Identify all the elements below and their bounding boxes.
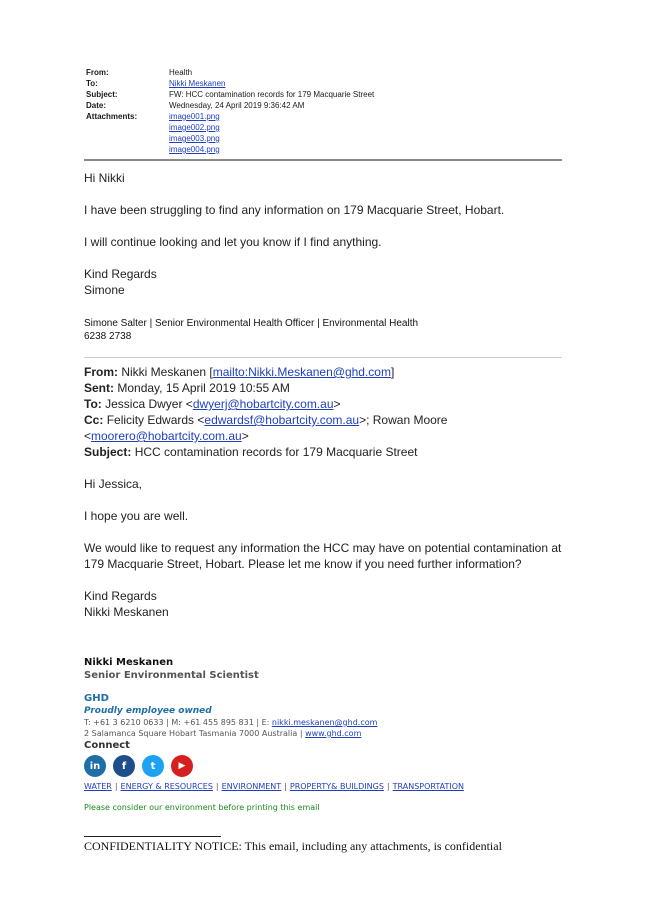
fwd-to-row	[84, 396, 564, 412]
fwd-cc-label: Cc:	[84, 413, 104, 427]
company-name: GHD	[84, 693, 109, 704]
date-value: Wednesday, 24 April 2019 9:36:42 AM	[169, 101, 305, 110]
sig-name: Nikki Meskanen	[84, 657, 174, 668]
to-value-link[interactable]: Nikki Meskanen	[169, 79, 226, 88]
reply-closing: Kind Regards	[84, 267, 157, 281]
fwd-to-end: >	[333, 397, 341, 411]
fwd-cc-mid: >; Rowan Moore	[359, 413, 448, 427]
linkedin-icon[interactable]: in	[84, 755, 106, 777]
address-prefix: 2 Salamanca Square Hobart Tasmania 7000 Australia |	[84, 729, 306, 738]
reply-paragraph: I will continue looking and let you know if I find anything.	[84, 235, 382, 249]
address-line	[84, 728, 464, 739]
facebook-icon[interactable]: f	[113, 755, 135, 777]
ghd-signature	[84, 656, 464, 812]
fwd-cc-row	[84, 412, 564, 444]
fwd-sender: Nikki Meskanen	[84, 605, 169, 619]
fwd-to-label: To:	[84, 397, 102, 411]
confidentiality-notice: CONFIDENTIALITY NOTICE: This email, including any attachments, is confidential	[84, 839, 502, 853]
youtube-icon[interactable]: ▶	[171, 755, 193, 777]
forward-divider	[84, 357, 562, 358]
fwd-paragraph: We would like to request any information the HCC may have on potential contamination at 179 Macquarie Street, Hobart. Please let me know if you need further information?	[84, 541, 562, 571]
fwd-subject-value: HCC contamination records for 179 Macquarie Street	[134, 445, 418, 459]
contact-prefix: T: +61 3 6210 0633 | M: +61 455 895 831 | E:	[84, 718, 272, 727]
fwd-sent-label: Sent:	[84, 381, 114, 395]
header-divider	[84, 159, 562, 161]
sig-phone: 6238 2738	[84, 331, 132, 342]
fwd-from-end: ]	[390, 365, 395, 379]
email-link[interactable]: nikki.meskanen@ghd.com	[271, 718, 378, 727]
sector-links: WATER | ENERGY & RESOURCES | ENVIRONMENT | PROPERTY& BUILDINGS | TRANSPORTATION	[84, 782, 465, 791]
fwd-cc-end: >	[241, 429, 249, 443]
fwd-to-name: Jessica Dwyer <	[105, 397, 193, 411]
forwarded-message	[84, 364, 564, 620]
fwd-from-name: Nikki Meskanen [	[121, 365, 213, 379]
connect-heading: Connect	[84, 740, 130, 751]
fwd-closing: Kind Regards	[84, 589, 157, 603]
fwd-cc-link[interactable]: moorero@hobartcity.com.au	[91, 429, 242, 443]
fwd-cc-name: Felicity Edwards <	[106, 413, 205, 427]
fwd-sent-row	[84, 380, 564, 396]
attachment-link[interactable]: image003.png	[169, 134, 220, 143]
fwd-paragraph: I hope you are well.	[84, 509, 189, 523]
sig-title: Senior Environmental Scientist	[84, 670, 259, 681]
attachments-list	[169, 111, 220, 155]
sector-link-property[interactable]: PROPERTY& BUILDINGS	[289, 782, 384, 791]
reply-signature	[84, 317, 418, 343]
attachments-label: Attachments:	[86, 112, 138, 121]
date-label: Date:	[86, 101, 107, 110]
to-label: To:	[86, 79, 98, 88]
reply-sender: Simone	[84, 283, 125, 297]
twitter-icon[interactable]: t	[142, 755, 164, 777]
attachment-link[interactable]: image004.png	[169, 145, 220, 154]
fwd-subject-row	[84, 444, 564, 460]
environment-note: Please consider our environment before printing this email	[84, 803, 320, 812]
sector-link-environment[interactable]: ENVIRONMENT	[221, 782, 282, 791]
reply-paragraph: I have been struggling to find any information on 179 Macquarie Street, Hobart.	[84, 203, 505, 217]
fwd-to-link[interactable]: dwyerj@hobartcity.com.au	[192, 397, 334, 411]
sector-link-transportation[interactable]: TRANSPORTATION	[392, 782, 465, 791]
reply-body	[84, 170, 504, 298]
notice-divider	[84, 836, 221, 837]
subject-value: FW: HCC contamination records for 179 Macquarie Street	[169, 90, 375, 99]
attachment-link[interactable]: image002.png	[169, 123, 220, 132]
website-link[interactable]: www.ghd.com	[305, 729, 362, 738]
sector-link-energy[interactable]: ENERGY & RESOURCES	[120, 782, 213, 791]
attachment-link[interactable]: image001.png	[169, 112, 220, 121]
from-label: From:	[86, 68, 109, 77]
fwd-from-label: From:	[84, 365, 118, 379]
fwd-from-link[interactable]: mailto:Nikki.Meskanen@ghd.com	[212, 365, 391, 379]
email-header	[86, 67, 374, 155]
company-tagline: Proudly employee owned	[84, 706, 212, 716]
fwd-cc-link[interactable]: edwardsf@hobartcity.com.au	[204, 413, 360, 427]
sig-line: Simone Salter | Senior Environmental Health Officer | Environmental Health	[84, 318, 419, 329]
fwd-cc-lt: <	[84, 429, 92, 443]
social-icons	[84, 755, 464, 777]
fwd-greeting: Hi Jessica,	[84, 477, 143, 491]
fwd-from-row	[84, 364, 564, 380]
sector-link-water[interactable]: WATER	[84, 782, 112, 791]
from-value: Health	[169, 68, 193, 77]
fwd-sent-value: Monday, 15 April 2019 10:55 AM	[117, 381, 290, 395]
fwd-subject-label: Subject:	[84, 445, 132, 459]
reply-greeting: Hi Nikki	[84, 171, 125, 185]
subject-label: Subject:	[86, 90, 118, 99]
contact-line	[84, 717, 464, 728]
